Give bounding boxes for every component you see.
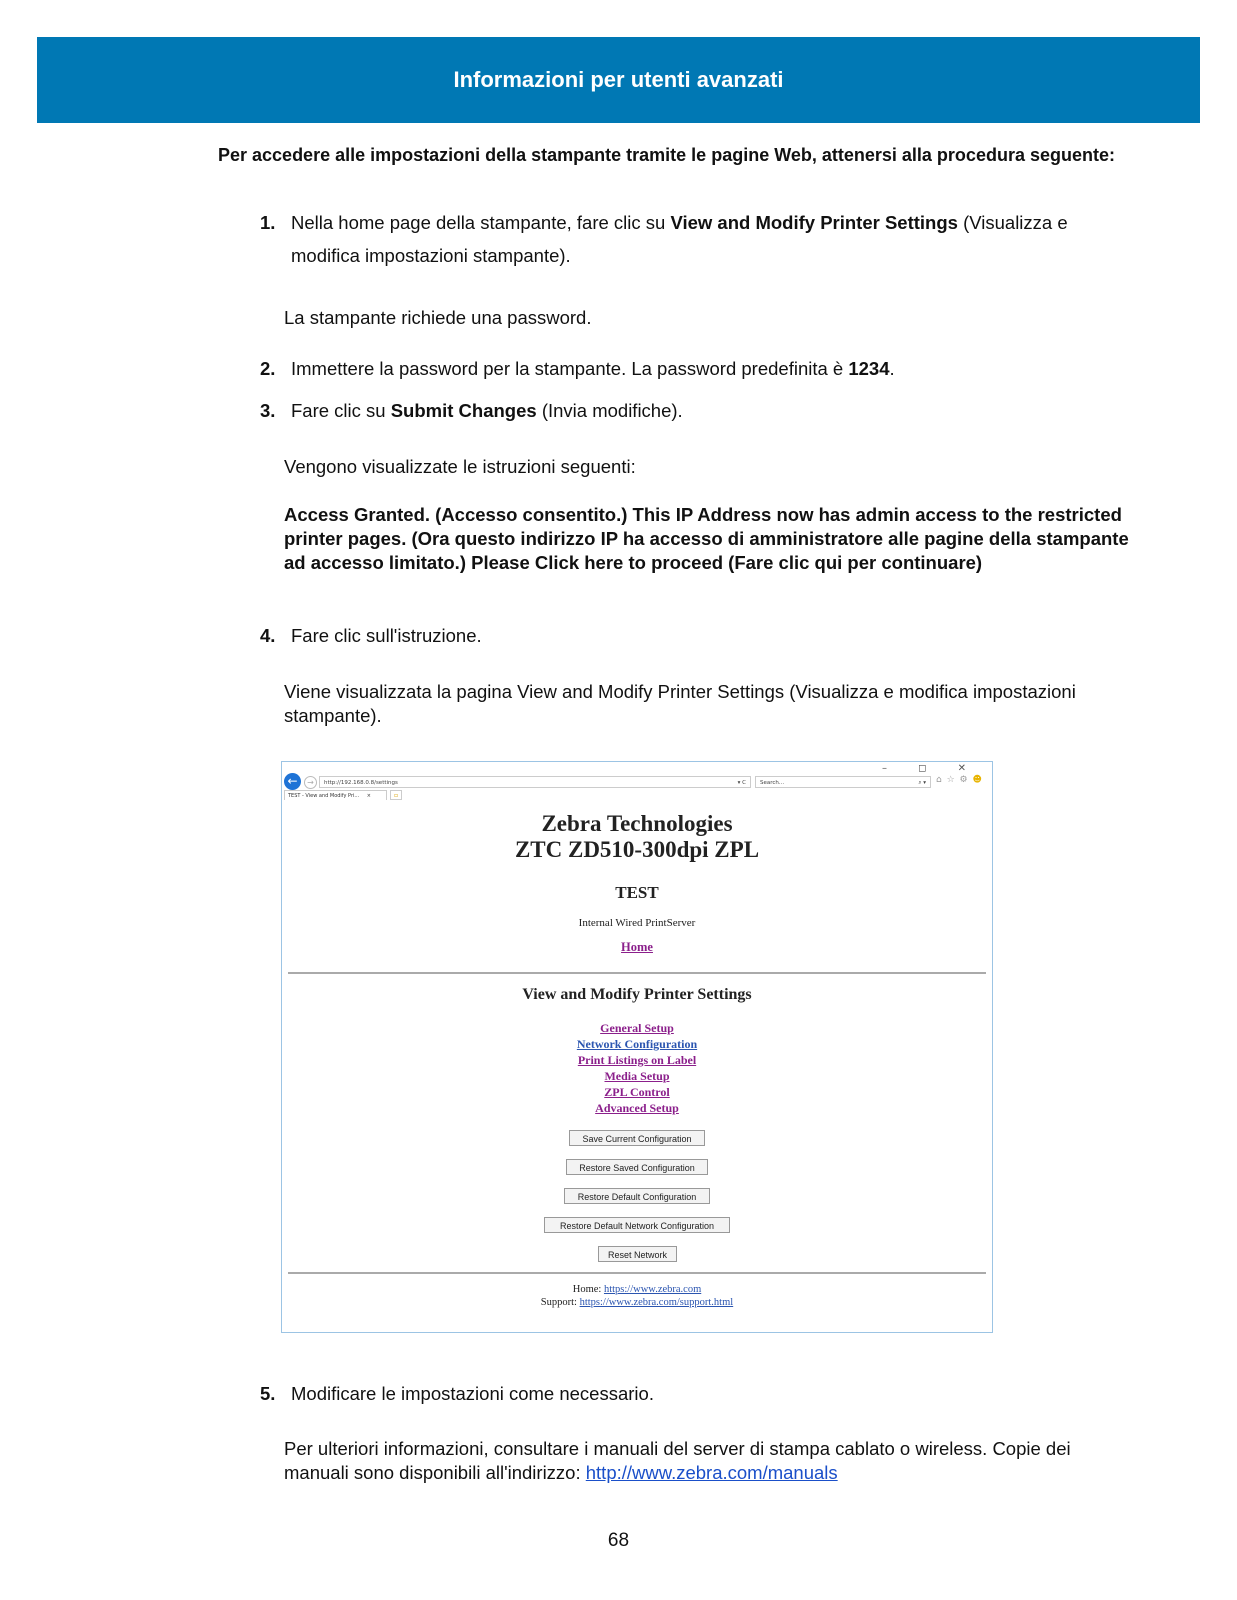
step-number: 2. [260,358,276,379]
search-icon[interactable]: ⌕ ▾ [918,780,926,786]
settings-links [282,1020,992,1116]
browser-screenshot [281,761,993,1333]
section-title: Informazioni per utenti avanzati [453,67,784,92]
access-granted-message: Access Granted. (Accesso consentito.) This IP Address now has admin access to the restricted printer pages. (Ora questo indirizzo IP ha accesso di amministratore alle pagine della stampante ad accesso limitato.) Please Click here to proceed (Fare clic qui per continuare) [284,504,1129,573]
step-2 [260,352,1130,385]
tab-close-icon[interactable]: × [366,793,371,799]
tab-title: TEST - View and Modify Pri... [288,793,360,799]
network-configuration-link[interactable]: Network Configuration [576,1037,698,1051]
media-setup-link[interactable]: Media Setup [604,1069,670,1083]
more-info-note: Per ulteriori informazioni, consultare i manuali del server di stampa cablato o wireless. Copie dei manuali sono disponibili all'indirizzo: http://www.zebra.com/manuals [284,1438,1071,1483]
save-configuration-button[interactable]: Save Current Configuration [569,1130,705,1146]
address-url: http://192.168.0.8/settings [324,780,398,786]
forward-icon[interactable]: → [304,776,317,789]
feedback-smiley-icon[interactable]: ☻ [972,775,983,785]
step-text: Fare clic sull'istruzione. [291,625,482,646]
step-text: Modificare le impostazioni come necessario. [291,1383,654,1404]
window-controls[interactable]: – ◻ ✕ [881,763,980,774]
home-link[interactable]: Home [621,940,653,954]
step-number: 1. [260,212,276,233]
search-input[interactable] [755,776,931,788]
zpl-control-link[interactable]: ZPL Control [604,1085,670,1099]
settings-title: View and Modify Printer Settings [522,986,752,1003]
divider [288,1272,986,1274]
step-5 [260,1377,1130,1410]
password-request-note: La stampante richiede una password. [284,307,592,328]
step-number: 5. [260,1383,276,1404]
page-shown-note: Viene visualizzata la pagina View and Modify Printer Settings (Visualizza e modifica impostazioni stampante). [284,681,1076,726]
restore-default-network-button[interactable]: Restore Default Network Configuration [544,1217,730,1233]
refresh-icon[interactable]: ▾ C [737,780,746,786]
printer-name: TEST [615,883,659,902]
restore-saved-configuration-button[interactable]: Restore Saved Configuration [566,1159,708,1175]
step-1 [260,206,1130,272]
print-listings-link[interactable]: Print Listings on Label [577,1053,697,1067]
search-placeholder: Search... [760,780,785,786]
toolbar-icons[interactable] [936,775,983,785]
back-icon[interactable]: ← [284,773,301,790]
manuals-link[interactable]: http://www.zebra.com/manuals [585,1462,838,1483]
advanced-setup-link[interactable]: Advanced Setup [595,1101,679,1115]
footer-support-label: Support: [540,1297,580,1308]
page-number: 68 [607,1530,630,1551]
footer-home-label: Home: [572,1284,604,1295]
new-tab-icon[interactable]: ▫ [390,790,402,800]
instructions-note: Vengono visualizzate le istruzioni seguenti: [284,456,636,477]
step-number: 4. [260,625,276,646]
step-number: 3. [260,400,276,421]
address-bar[interactable] [319,776,751,788]
reset-network-button[interactable]: Reset Network [598,1246,677,1262]
browser-tab[interactable] [284,790,387,800]
intro-text: Per accedere alle impostazioni della stampante tramite le pagine Web, attenersi alla procedura seguente: [218,145,1115,165]
step-4 [260,619,1130,652]
company-name: Zebra Technologies [541,811,733,836]
divider [288,972,986,974]
step-text: Nella home page della stampante, fare clic su View and Modify Printer Settings (Visualizza e modifica impostazioni stampante). [291,212,1068,266]
footer-home [282,1283,992,1296]
browser-chrome [282,762,992,800]
step-text: Fare clic su Submit Changes (Invia modifiche). [291,400,683,421]
home-star-gear-icon[interactable]: ⌂ ☆ ⚙ [936,775,969,785]
footer-support [282,1296,992,1309]
step-3 [260,394,1130,427]
restore-default-configuration-button[interactable]: Restore Default Configuration [564,1188,710,1204]
section-banner [37,37,1200,123]
general-setup-link[interactable]: General Setup [600,1021,674,1035]
footer-support-link[interactable]: https://www.zebra.com/support.html [579,1297,734,1308]
printer-model: ZTC ZD510-300dpi ZPL [514,837,760,862]
step-text: Immettere la password per la stampante. La password predefinita è 1234. [291,358,895,379]
footer-home-link[interactable]: https://www.zebra.com [603,1284,702,1295]
print-server-type: Internal Wired PrintServer [578,917,696,929]
